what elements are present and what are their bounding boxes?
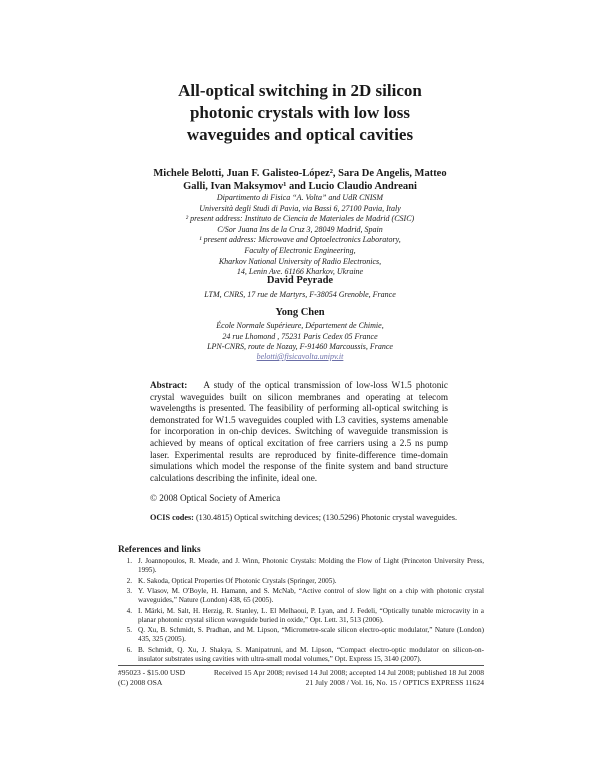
reference-text: K. Sakoda, Optical Properties Of Photonic Crystals (Springer, 2005). (138, 576, 337, 585)
reference-text: J. Joannopoulos, R. Meade, and J. Winn, Photonic Crystals: Molding the Flow of Light (Princeton University Press, 1995). (138, 557, 484, 575)
reference-number: 2. (126, 576, 132, 585)
reference-text: I. Märki, M. Salt, H. Herzig, R. Stanley, L. El Melhaoui, P. Lyan, and J. Fedeli, “Optically tunable microcavity in a planar photonic crystal silicon waveguide buried in oxide,” Opt. Lett. 31, 513 (2006). (138, 606, 484, 624)
ocis-text: (130.4815) Optical switching devices; (130.5296) Photonic crystal waveguides. (195, 513, 457, 522)
title-line: photonic crystals with low loss (189, 103, 411, 122)
affiliation-line: Dipartimento di Fisica “A. Volta” and UdR CNISM (216, 193, 384, 202)
affiliation-line: Università degli Studi di Pavia, via Bassi 6, 27100 Pavia, Italy (199, 203, 401, 213)
author-line: Galli, Ivan Maksymov¹ and Lucio Claudio Andreani (183, 181, 417, 192)
footer-price: #95023 - $15.00 USD (118, 668, 186, 677)
reference-item (118, 626, 484, 644)
affiliation-pavia (150, 193, 450, 278)
affiliation-line: 24 rue Lhomond , 75231 Paris Cedex 05 France (222, 331, 378, 341)
reference-number: 6. (126, 645, 132, 654)
ocis-label: OCIS codes: (150, 513, 194, 522)
paper-title (120, 80, 480, 146)
reference-number: 3. (126, 586, 132, 595)
reference-list (118, 557, 484, 665)
title-line: waveguides and optical cavities (186, 125, 414, 144)
author-list (130, 167, 470, 193)
reference-text: Q. Xu, B. Schmidt, S. Pradhan, and M. Lipson, “Micrometre-scale silicon electro-optic modulator,” Nature (London) 435, 325 (2005). (138, 626, 484, 644)
author-chen: Yong Chen (275, 307, 325, 318)
footer-left (118, 668, 185, 688)
title-line: All-optical switching in 2D silicon (178, 81, 422, 100)
affiliation-grenoble (150, 290, 450, 301)
reference-item (118, 587, 484, 605)
references-heading: References and links (118, 545, 201, 555)
reference-number: 4. (126, 606, 132, 615)
author-line: Michele Belotti, Juan F. Galisteo-López², Sara De Angelis, Matteo (153, 168, 447, 179)
reference-number: 5. (126, 626, 132, 635)
footer-copyright: (C) 2008 OSA (118, 678, 163, 687)
affiliation-line: École Normale Supérieure, Département de Chimie, (216, 321, 384, 330)
email-link[interactable]: belotti@fisicavolta.unipv.it (256, 352, 344, 361)
footer-dates: Received 15 Apr 2008; revised 14 Jul 2008; accepted 14 Jul 2008; published 18 Jul 2008 (213, 668, 484, 677)
reference-number: 1. (126, 557, 132, 565)
affiliation-line: Faculty of Electronic Engineering, (244, 245, 356, 255)
copyright-notice: © 2008 Optical Society of America (150, 493, 281, 503)
affiliation-line: LTM, CNRS, 17 rue de Martyrs, F-38054 Grenoble, France (204, 290, 396, 299)
affiliation-line: LPN-CNRS, route de Nozay, F-91460 Marcoussis, France (207, 342, 393, 352)
reference-text: Y. Vlasov, M. O'Boyle, H. Hamann, and S. McNab, “Active control of slow light on a chip with photonic crystal waveguides,” Nature (London) 438, 65 (2005). (138, 586, 484, 605)
affiliation-line: C/Sor Juana Ins de la Cruz 3, 28049 Madrid, Spain (217, 224, 383, 234)
footer-divider (118, 665, 484, 666)
affiliation-paris (150, 321, 450, 353)
reference-item (118, 577, 484, 586)
reference-item (118, 607, 484, 625)
abstract-label: Abstract: (150, 380, 188, 390)
affiliation-line: 14, Lenin Ave. 61166 Kharkov, Ukraine (236, 267, 364, 277)
abstract-text: A study of the optical transmission of low-loss W1.5 photonic crystal waveguides built on silicon membranes and operating at telecom wavelengths is presented. The feasibility of performing all-optical switching is demonstrated for W1.5 waveguides coupled with L3 cavities, systems amenable for incorporation in on-chip devices. Switching of waveguide transmission is achieved by means of optical excitation of free carriers using a 2.5 ns pump laser. Experimental results are reproduced by finite-difference time-domain simulations which model the response of the finite system and band structure calculations describing the infinite, ideal one. (150, 380, 448, 483)
reference-text: B. Schmidt, Q. Xu, J. Shakya, S. Manipatruni, and M. Lipson, “Compact electro-optic modulator on silicon-on-insulator substrates using cavities with ultra-small modal volumes,” Opt. Express 15, 3140 (2007). (138, 645, 484, 663)
author-peyrade: David Peyrade (266, 275, 334, 286)
footer-journal: 21 July 2008 / Vol. 16, No. 15 / OPTICS EXPRESS 11624 (305, 678, 484, 687)
reference-item (118, 557, 484, 575)
affiliation-line: ¹ present address: Microwave and Optoelectronics Laboratory, (199, 235, 401, 245)
reference-item (118, 646, 484, 664)
affiliation-line: ² present address: Instituto de Ciencia de Materiales de Madrid (CSIC) (185, 214, 415, 224)
footer-right (214, 668, 484, 688)
abstract (150, 380, 448, 484)
ocis-codes (150, 513, 457, 522)
affiliation-line: Kharkov National University of Radio Electronics, (218, 256, 382, 266)
